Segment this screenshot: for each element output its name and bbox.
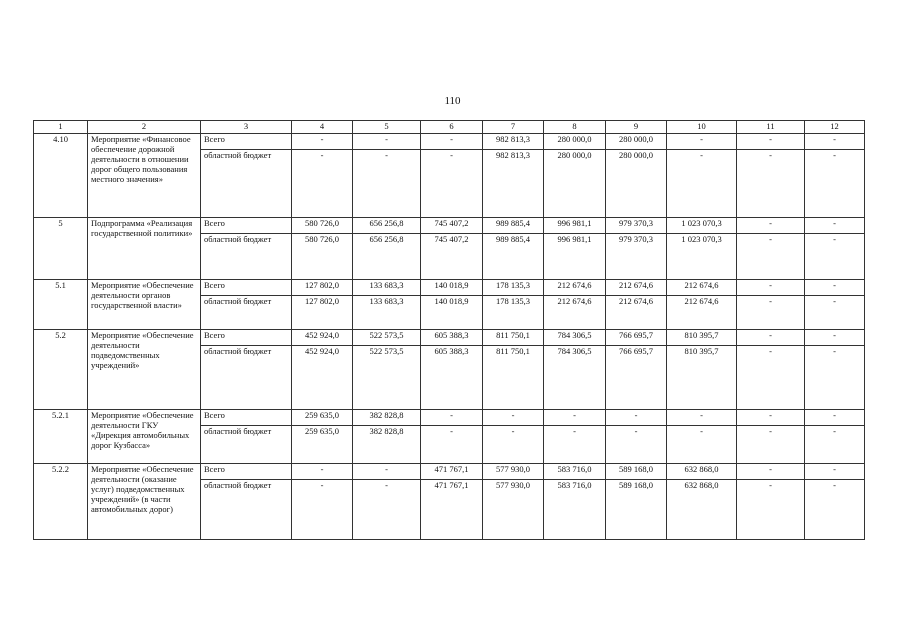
column-header: 7 [483,121,544,134]
amount-cell: - [737,410,805,426]
measure-name: Мероприятие «Финансовое обеспечение дорожной деятельности в отношении дорог общего пользования местного значения» [88,134,201,218]
amount-cell: 766 695,7 [606,346,667,410]
amount-cell: 589 168,0 [606,464,667,480]
funding-source: областной бюджет [201,480,292,540]
table-row [34,280,865,296]
amount-cell: - [292,134,353,150]
amount-cell: - [805,134,865,150]
amount-cell: 178 135,3 [483,280,544,296]
amount-cell: 140 018,9 [421,296,483,330]
amount-cell: 212 674,6 [606,296,667,330]
column-header: 3 [201,121,292,134]
amount-cell: 982 813,3 [483,134,544,150]
amount-cell: 979 370,3 [606,234,667,280]
amount-cell: - [737,134,805,150]
amount-cell: - [737,480,805,540]
amount-cell: 811 750,1 [483,330,544,346]
amount-cell: 382 828,8 [353,426,421,464]
amount-cell: 589 168,0 [606,480,667,540]
amount-cell: 656 256,8 [353,234,421,280]
funding-source: областной бюджет [201,296,292,330]
table-header-row [34,121,865,134]
amount-cell: - [737,426,805,464]
amount-cell: 127 802,0 [292,280,353,296]
funding-source: областной бюджет [201,150,292,218]
column-header: 4 [292,121,353,134]
table-row [34,218,865,234]
amount-cell: - [737,218,805,234]
amount-cell: - [483,410,544,426]
amount-cell: 522 573,5 [353,346,421,410]
row-number: 5.2.1 [34,410,88,464]
amount-cell: 452 924,0 [292,330,353,346]
amount-cell: - [805,150,865,218]
amount-cell: 212 674,6 [667,280,737,296]
amount-cell: 996 981,1 [544,218,606,234]
amount-cell: 452 924,0 [292,346,353,410]
amount-cell: - [737,234,805,280]
amount-cell: - [737,150,805,218]
table-row [34,410,865,426]
column-header: 9 [606,121,667,134]
amount-cell: - [292,480,353,540]
amount-cell: 140 018,9 [421,280,483,296]
amount-cell: 656 256,8 [353,218,421,234]
amount-cell: - [606,410,667,426]
amount-cell: - [667,410,737,426]
amount-cell: - [667,150,737,218]
amount-cell: 784 306,5 [544,330,606,346]
amount-cell: 583 716,0 [544,480,606,540]
amount-cell: 1 023 070,3 [667,218,737,234]
measure-name: Мероприятие «Обеспечение деятельности органов государственной власти» [88,280,201,330]
amount-cell: 178 135,3 [483,296,544,330]
amount-cell: 259 635,0 [292,426,353,464]
amount-cell: - [805,410,865,426]
amount-cell: 989 885,4 [483,234,544,280]
amount-cell: 522 573,5 [353,330,421,346]
amount-cell: 580 726,0 [292,234,353,280]
amount-cell: 280 000,0 [606,134,667,150]
funding-source: Всего [201,410,292,426]
measure-name: Мероприятие «Обеспечение деятельности подведомственных учреждений» [88,330,201,410]
amount-cell: 996 981,1 [544,234,606,280]
amount-cell: 580 726,0 [292,218,353,234]
amount-cell: - [737,330,805,346]
funding-source: областной бюджет [201,234,292,280]
amount-cell: - [292,150,353,218]
amount-cell: 745 407,2 [421,234,483,280]
amount-cell: - [805,480,865,540]
column-header: 11 [737,121,805,134]
funding-source: Всего [201,280,292,296]
amount-cell: - [805,280,865,296]
measure-name: Мероприятие «Обеспечение деятельности ГКУ «Дирекция автомобильных дорог Кузбасса» [88,410,201,464]
budget-table [33,120,865,540]
amount-cell: 605 388,3 [421,330,483,346]
amount-cell: - [544,426,606,464]
amount-cell: - [353,480,421,540]
amount-cell: 133 683,3 [353,296,421,330]
amount-cell: 810 395,7 [667,346,737,410]
amount-cell: - [667,426,737,464]
amount-cell: 133 683,3 [353,280,421,296]
amount-cell: - [737,280,805,296]
amount-cell: - [805,234,865,280]
amount-cell: - [805,296,865,330]
amount-cell: 577 930,0 [483,480,544,540]
amount-cell: - [805,218,865,234]
amount-cell: - [544,410,606,426]
amount-cell: - [805,426,865,464]
amount-cell: - [737,464,805,480]
amount-cell: - [353,150,421,218]
amount-cell: - [421,410,483,426]
amount-cell: 605 388,3 [421,346,483,410]
amount-cell: 989 885,4 [483,218,544,234]
funding-source: областной бюджет [201,426,292,464]
funding-source: Всего [201,464,292,480]
column-header: 10 [667,121,737,134]
amount-cell: 745 407,2 [421,218,483,234]
amount-cell: 280 000,0 [606,150,667,218]
column-header: 6 [421,121,483,134]
amount-cell: - [805,464,865,480]
amount-cell: - [421,134,483,150]
amount-cell: 471 767,1 [421,464,483,480]
amount-cell: - [292,464,353,480]
amount-cell: - [421,426,483,464]
amount-cell: 259 635,0 [292,410,353,426]
row-number: 5.1 [34,280,88,330]
amount-cell: - [737,346,805,410]
amount-cell: 471 767,1 [421,480,483,540]
amount-cell: - [805,346,865,410]
amount-cell: 1 023 070,3 [667,234,737,280]
amount-cell: 766 695,7 [606,330,667,346]
amount-cell: 810 395,7 [667,330,737,346]
funding-source: Всего [201,330,292,346]
column-header: 12 [805,121,865,134]
table-row [34,330,865,346]
page-number: 110 [444,95,461,107]
row-number: 5 [34,218,88,280]
amount-cell: 632 868,0 [667,464,737,480]
measure-name: Мероприятие «Обеспечение деятельности (оказание услуг) подведомственных учреждений» (в части автомобильных дорог) [88,464,201,540]
table-row [34,134,865,150]
amount-cell: 811 750,1 [483,346,544,410]
amount-cell: - [667,134,737,150]
measure-name: Подпрограмма «Реализация государственной политики» [88,218,201,280]
column-header: 5 [353,121,421,134]
amount-cell: 632 868,0 [667,480,737,540]
amount-cell: 784 306,5 [544,346,606,410]
table-row [34,464,865,480]
row-number: 5.2 [34,330,88,410]
row-number: 4.10 [34,134,88,218]
amount-cell: 212 674,6 [544,296,606,330]
amount-cell: 577 930,0 [483,464,544,480]
amount-cell: - [606,426,667,464]
amount-cell: - [421,150,483,218]
amount-cell: - [805,330,865,346]
amount-cell: 280 000,0 [544,150,606,218]
amount-cell: 583 716,0 [544,464,606,480]
amount-cell: - [737,296,805,330]
funding-source: Всего [201,218,292,234]
amount-cell: 212 674,6 [606,280,667,296]
amount-cell: 382 828,8 [353,410,421,426]
amount-cell: 212 674,6 [544,280,606,296]
amount-cell: - [353,464,421,480]
amount-cell: 127 802,0 [292,296,353,330]
amount-cell: 979 370,3 [606,218,667,234]
column-header: 2 [88,121,201,134]
row-number: 5.2.2 [34,464,88,540]
amount-cell: 212 674,6 [667,296,737,330]
funding-source: Всего [201,134,292,150]
amount-cell: - [483,426,544,464]
amount-cell: 982 813,3 [483,150,544,218]
funding-source: областной бюджет [201,346,292,410]
amount-cell: 280 000,0 [544,134,606,150]
column-header: 8 [544,121,606,134]
amount-cell: - [353,134,421,150]
column-header: 1 [34,121,88,134]
